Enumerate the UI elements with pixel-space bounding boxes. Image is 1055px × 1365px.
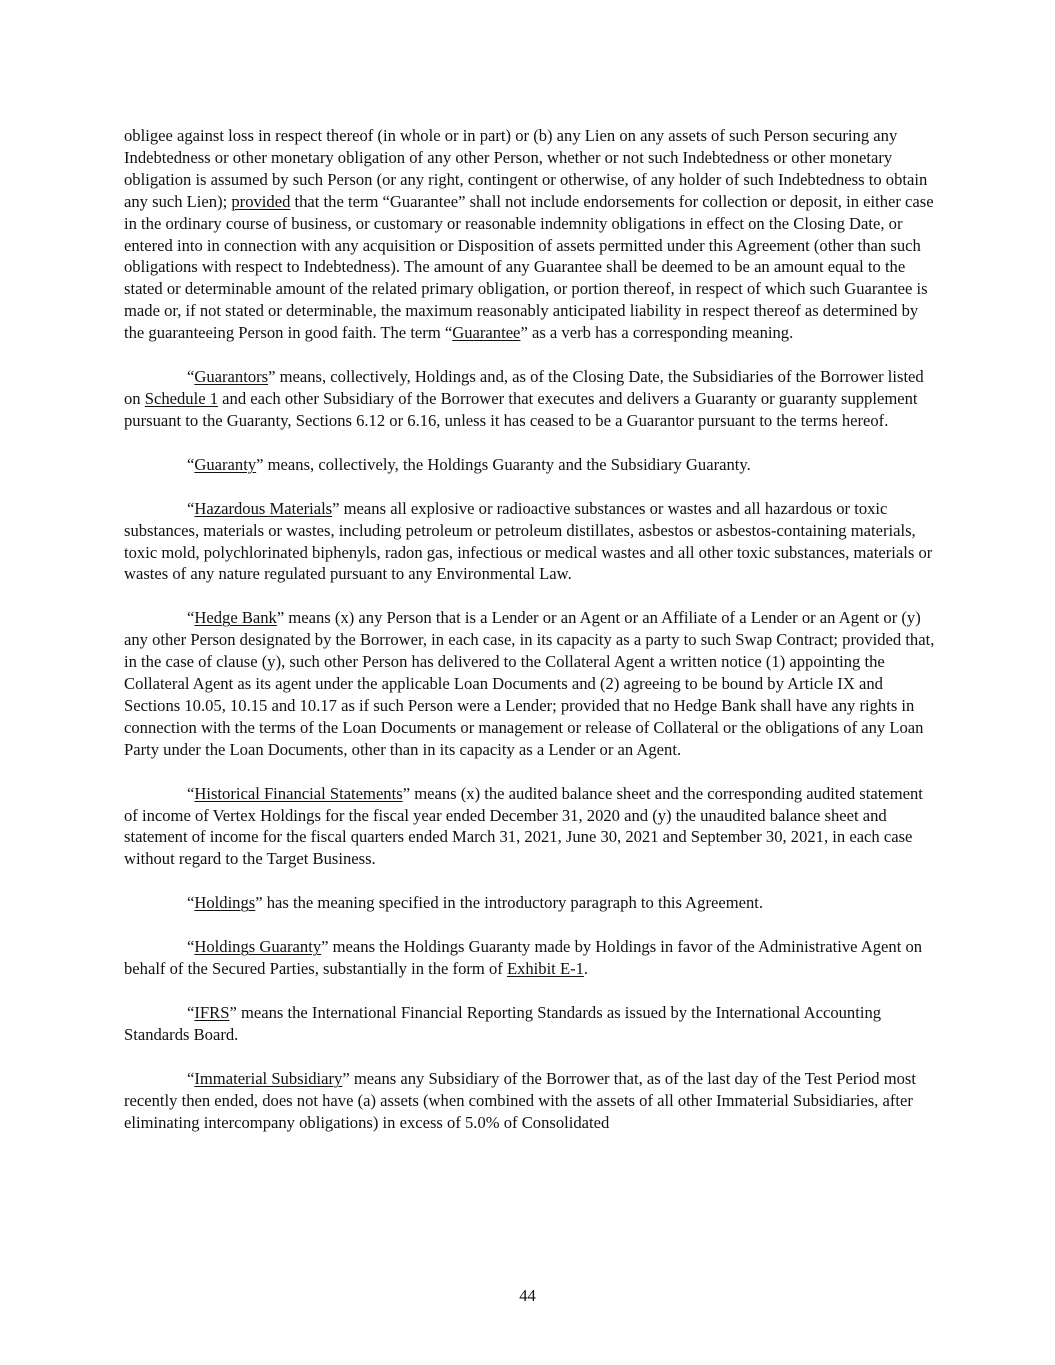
paragraph-text: “: [187, 608, 195, 628]
definition-paragraph: [124, 498, 936, 586]
defined-term: Historical Financial Statements: [194, 783, 403, 803]
document-page: [124, 125, 936, 1156]
paragraph-text: ” means all explosive or radioactive substances or wastes and all hazardous or toxic substances, materials or wastes, including petroleum or petroleum distillates, asbestos or asbestos-containing materials, toxic mold, polychlorinated biphenyls, radon gas, infectious or medical wastes and all other toxic substances, materials or wastes of any nature regulated pursuant to any Environmental Law.: [124, 498, 933, 584]
paragraph-text: that the term “Guarantee” shall not include endorsements for collection or deposit, in either case in the ordinary course of business, or customary or reasonable indemnity obligations in effect on the Closing Date, or entered into in connection with any acquisition or Disposition of assets permitted under this Agreement (other than such obligations with respect to Indebtedness). The amount of any Guarantee shall be deemed to be an amount equal to the stated or determinable amount of the related primary obligation, or portion thereof, in respect of which such Guarantee is made or, if not stated or determinable, the maximum reasonably anticipated liability in respect thereof as determined by the guaranteeing Person in good faith. The term “: [124, 191, 934, 343]
definition-paragraph: [124, 454, 936, 476]
paragraph-text: ” as a verb has a corresponding meaning.: [520, 323, 794, 343]
defined-term: provided: [231, 191, 291, 211]
defined-term: Exhibit E-1: [506, 959, 584, 979]
definition-paragraph: [124, 1068, 936, 1134]
paragraph-text: “: [187, 1003, 195, 1022]
defined-term: Guaranty: [194, 454, 257, 474]
defined-term: Guarantors: [194, 367, 269, 387]
paragraph-text: ” means, collectively, Holdings and, as of the Closing Date, the Subsidiaries of the Borrower listed on: [124, 367, 924, 408]
definition-paragraph: [124, 1002, 936, 1046]
paragraph-text: ” means (x) the audited balance sheet and the corresponding audited statement of income of Vertex Holdings for the fiscal year ended December 31, 2020 and (y) the unaudited balance sheet and statement of income for the fiscal quarters ended March 31, 2021, June 30, 2021 and September 30, 2021, in each case without regard to the Target Business.: [124, 783, 923, 869]
definition-paragraph: [124, 607, 936, 760]
defined-term: Guarantee: [452, 323, 521, 343]
paragraph-text: ” means any Subsidiary of the Borrower that, as of the last day of the Test Period most recently then ended, does not have (a) assets (when combined with the assets of all other Immaterial Subsidiaries, after eliminating intercompany obligations) in excess of 5.0% of Consolidated: [124, 1068, 916, 1132]
paragraph-text: “: [187, 498, 195, 518]
paragraph-text: “: [187, 893, 195, 913]
paragraph-text: “: [187, 367, 195, 387]
paragraph-text: “: [187, 937, 195, 957]
definition-paragraph: [124, 366, 936, 432]
paragraph-text: “: [187, 783, 195, 803]
definition-paragraph: [124, 892, 936, 914]
defined-term: Hedge Bank: [194, 608, 277, 628]
definition-paragraph: [124, 936, 936, 980]
paragraph-text: ” means, collectively, the Holdings Guaranty and the Subsidiary Guaranty.: [256, 454, 751, 474]
defined-term: Immaterial Subsidiary: [194, 1068, 343, 1088]
defined-term: Holdings: [194, 893, 256, 913]
paragraph-text: .: [583, 959, 589, 979]
paragraph-text: and each other Subsidiary of the Borrower that executes and delivers a Guaranty or guaranty supplement pursuant to the Guaranty, Sections 6.12 or 6.16, unless it has ceased to be a Guarantor pursuant to the terms hereof.: [124, 388, 918, 430]
definition-paragraph: [124, 783, 936, 871]
defined-term: Holdings Guaranty: [194, 937, 322, 957]
defined-term: Hazardous Materials: [194, 498, 333, 518]
defined-term: IFRS: [194, 1003, 230, 1022]
paragraph-text: obligee against loss in respect thereof (in whole or in part) or (b) any Lien on any assets of such Person securing any Indebtedness or other monetary obligation of any other Person, whether or not such Indebtedness or other monetary obligation is assumed by such Person (or any right, contingent or otherwise, of any holder of such Indebtedness to obtain any such Lien);: [124, 126, 928, 211]
paragraph-text: ” means (x) any Person that is a Lender or an Agent or an Affiliate of a Lender or an Agent or (y) any other Person designated by the Borrower, in each case, in its capacity as a party to such Swap Contract; provided that, in the case of clause (y), such other Person has delivered to the Collateral Agent a written notice (1) appointing the Collateral Agent as its agent under the applicable Loan Documents and (2) agreeing to be bound by Article IX and Sections 10.05, 10.15 and 10.17 as if such Person were a Lender; provided that no Hedge Bank shall have any rights in connection with the terms of the Loan Documents or management or release of Collateral or the obligations of any Loan Party under the Loan Documents, other than in its capacity as a Lender or an Agent.: [124, 608, 935, 759]
definition-paragraph: [124, 125, 936, 344]
paragraph-text: “: [187, 1068, 195, 1088]
paragraph-text: ” has the meaning specified in the introductory paragraph to this Agreement.: [255, 893, 764, 913]
paragraph-text: ” means the International Financial Reporting Standards as issued by the International Accounting Standards Board.: [124, 1003, 882, 1044]
defined-term: Schedule 1: [144, 388, 219, 408]
paragraph-text: “: [187, 454, 195, 474]
page-number: 44: [519, 1286, 536, 1305]
paragraph-text: ” means the Holdings Guaranty made by Holdings in favor of the Administrative Agent on behalf of the Secured Parties, substantially in the form of: [124, 937, 923, 979]
